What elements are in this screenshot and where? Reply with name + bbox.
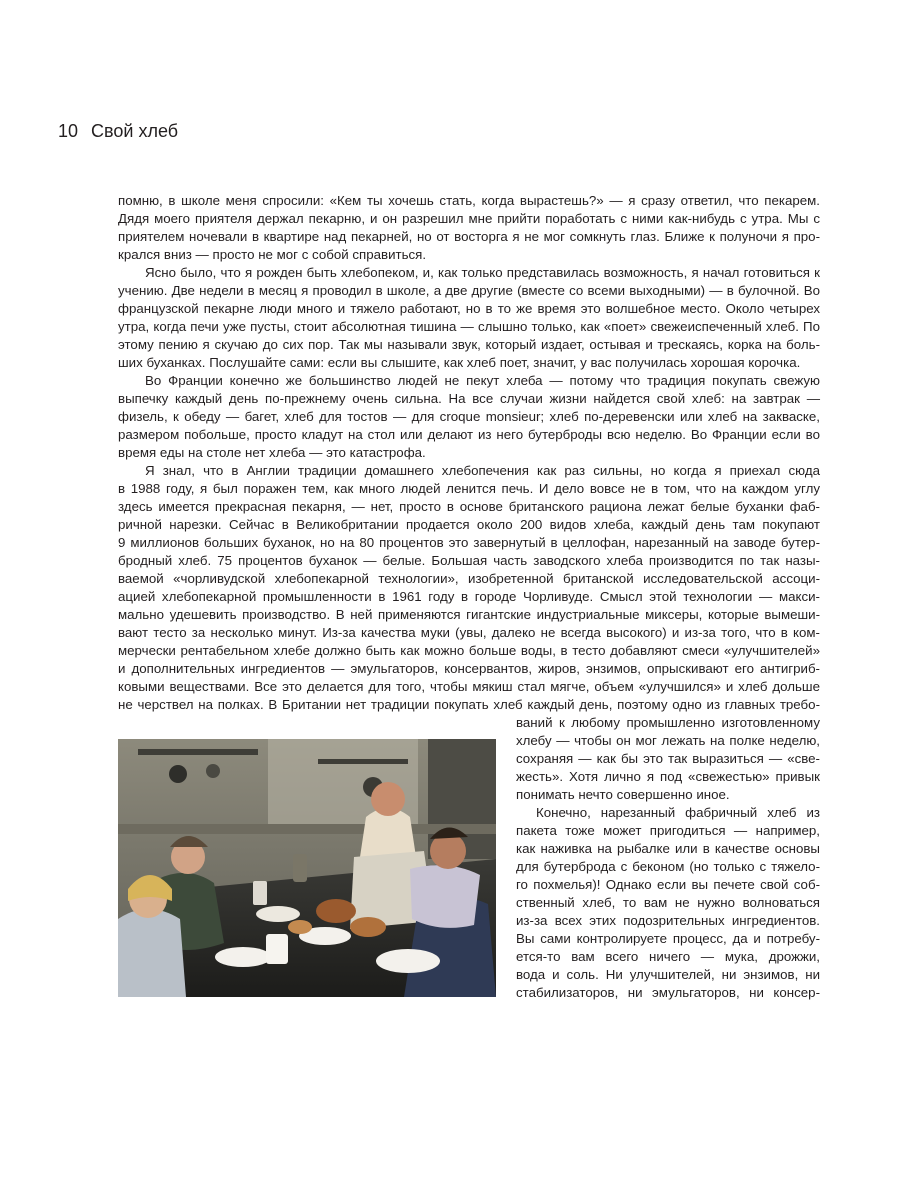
text-line: мерчески рентабельном хлебе должно быть как можно больше воды, в тесто добавляют смеси «улучшителей»: [118, 643, 820, 658]
text-line: го похмелья)! Однако если вы печете свой соб-: [516, 877, 820, 892]
text-line: Дядя моего приятеля держал пекарню, и он разрешил мне прийти поработать с ними как-нибудь с утра. Мы с: [118, 211, 820, 226]
text-line: ричной нарезки. Сейчас в Великобритании продается около 200 видов хлеба, каждый день там покупают: [118, 517, 820, 532]
text-line: ственный хлеб, то вам не нужно волноваться: [516, 895, 820, 910]
text-line: мально удешевить производство. В ней применяются гигантские индустриальные миксеры, которые вымеши-: [118, 607, 820, 622]
text-line: Ясно было, что я рожден быть хлебопеком, и, как только представилась возможность, я начал готовиться к: [145, 265, 820, 280]
text-line: выпечку каждый день по-прежнему очень сильна. На все случаи жизни найдется свой хлеб: на завтрак —: [118, 391, 820, 406]
text-line: ваемой «чорливудской хлебопекарной технологии», изобретенной британской исследовательской ассоци-: [118, 571, 820, 586]
text-line: хлебу — чтобы он мог лежать на полке неделю,: [516, 733, 820, 748]
text-line: ших буханках. Послушайте сами: если вы слышите, как хлеб поет, значит, у вас получилась хорошая корочка.: [118, 355, 801, 370]
text-line: время еды на столе нет хлеба — это катастрофа.: [118, 445, 426, 460]
page-number: 10: [58, 121, 79, 141]
text-line: Конечно, нарезанный фабричный хлеб из: [536, 805, 820, 820]
text-line: ется-то вам всего ничего — мука, дрожжи,: [516, 949, 820, 964]
text-line: учению. Две недели в месяц я проводил в школе, а две другие (вместе со всеми выходными) — в булочной. Во: [118, 283, 820, 298]
text-line: стабилизаторов, ни эмульгаторов, ни консер-: [516, 985, 820, 1000]
text-line: в 1988 году, я был поражен тем, как много людей ленится печь. И дело вовсе не в том, что на каждом углу: [118, 481, 820, 496]
text-line: и дополнительных ингредиентов — эмульгаторов, консервантов, жиров, энзимов, опрыскивают его антигриб-: [118, 661, 820, 676]
kitchen-table-photo: [118, 739, 496, 997]
text-line: из-за всех этих подозрительных ингредиентов.: [516, 913, 820, 928]
text-line: ковыми веществами. Все это делается для того, чтобы мякиш стал мягче, объем «улучшился» и хлеб дольше: [118, 679, 820, 694]
text-line: утра, когда печи уже пусты, стоит абсолютная тишина — слышно только, как «поет» свежеиспеченный хлеб. По: [118, 319, 820, 334]
text-line: помню, в школе меня спросили: «Кем ты хочешь стать, когда вырастешь?» — я сразу ответил, что пекарем.: [118, 193, 820, 208]
text-line: Я знал, что в Англии традиции домашнего хлебопечения как раз сильны, но когда я приехал сюда: [145, 463, 820, 478]
text-line: Во Франции конечно же большинство людей не пекут хлеба — потому что традиция покупать свежую: [145, 373, 820, 388]
text-line: пакета тоже может пригодиться — например,: [516, 823, 820, 838]
running-header: [58, 121, 178, 142]
text-line: физель, к обеду — багет, хлеб для тостов — для croque monsieur; хлеб по-деревенски или хлеб на закваске,: [118, 409, 820, 424]
text-line: вают тесто за несколько минут. Из-за качества муки (увы, далеко не всегда высокого) и из-за того, что в ком-: [118, 625, 820, 640]
text-line: этому пению я скучаю до сих пор. Так мы называли звук, который издает, остывая и трескаясь, корка на боль-: [118, 337, 820, 352]
text-line: приятелем ночевали в квартире над пекарней, но от восторга я не мог сомкнуть глаз. Ближе к полуночи я про-: [118, 229, 820, 244]
text-line: бродный хлеб. 75 процентов буханок — белые. Большая часть заводского хлеба производится по так назы-: [118, 553, 820, 568]
text-line: 9 миллионов больших буханок, но на 80 процентов это завернутый в целлофан, нарезанный на заводе бутер-: [118, 535, 820, 550]
running-title: Свой хлеб: [91, 121, 179, 141]
text-line: французской пекарне люди много и тяжело работают, но в то же время это волшебное место. Около четырех: [118, 301, 820, 316]
text-line: ацией хлебопекарной промышленности в 1961 году в городе Чорливуде. Смысл этой технологии — макси-: [118, 589, 820, 604]
text-line: ваний к любому промышленно изготовленному: [516, 715, 820, 730]
text-line: Вы сами контролируете процесс, да и потребу-: [516, 931, 820, 946]
text-line: размером побольше, просто кладут на стол или делают из него бутерброды всю неделю. Во Франции если во: [118, 427, 820, 442]
photo-illustration: [118, 739, 496, 997]
text-line: здесь имеется прекрасная пекарня, — нет, просто в основе британского рациона лежат белые буханки фаб-: [118, 499, 820, 514]
text-line: не черствел на полках. В Британии нет традиции покупать хлеб каждый день, поэтому одно из главных требо-: [118, 697, 820, 712]
text-line: вода и соль. Ни улучшителей, ни энзимов, ни: [516, 967, 820, 982]
text-line: понимать нечто совершенно иное.: [516, 787, 730, 802]
text-line: жесть». Хотя лично я под «свежестью» привык: [516, 769, 820, 784]
text-line: для бутерброда с беконом (но только с тяжело-: [516, 859, 820, 874]
text-line: сохраняя — как бы это так выразиться — «све-: [516, 751, 820, 766]
text-line: как наживка на рыбалке или в качестве основы: [516, 841, 820, 856]
text-line: крался вниз — просто не мог с собой справиться.: [118, 247, 427, 262]
